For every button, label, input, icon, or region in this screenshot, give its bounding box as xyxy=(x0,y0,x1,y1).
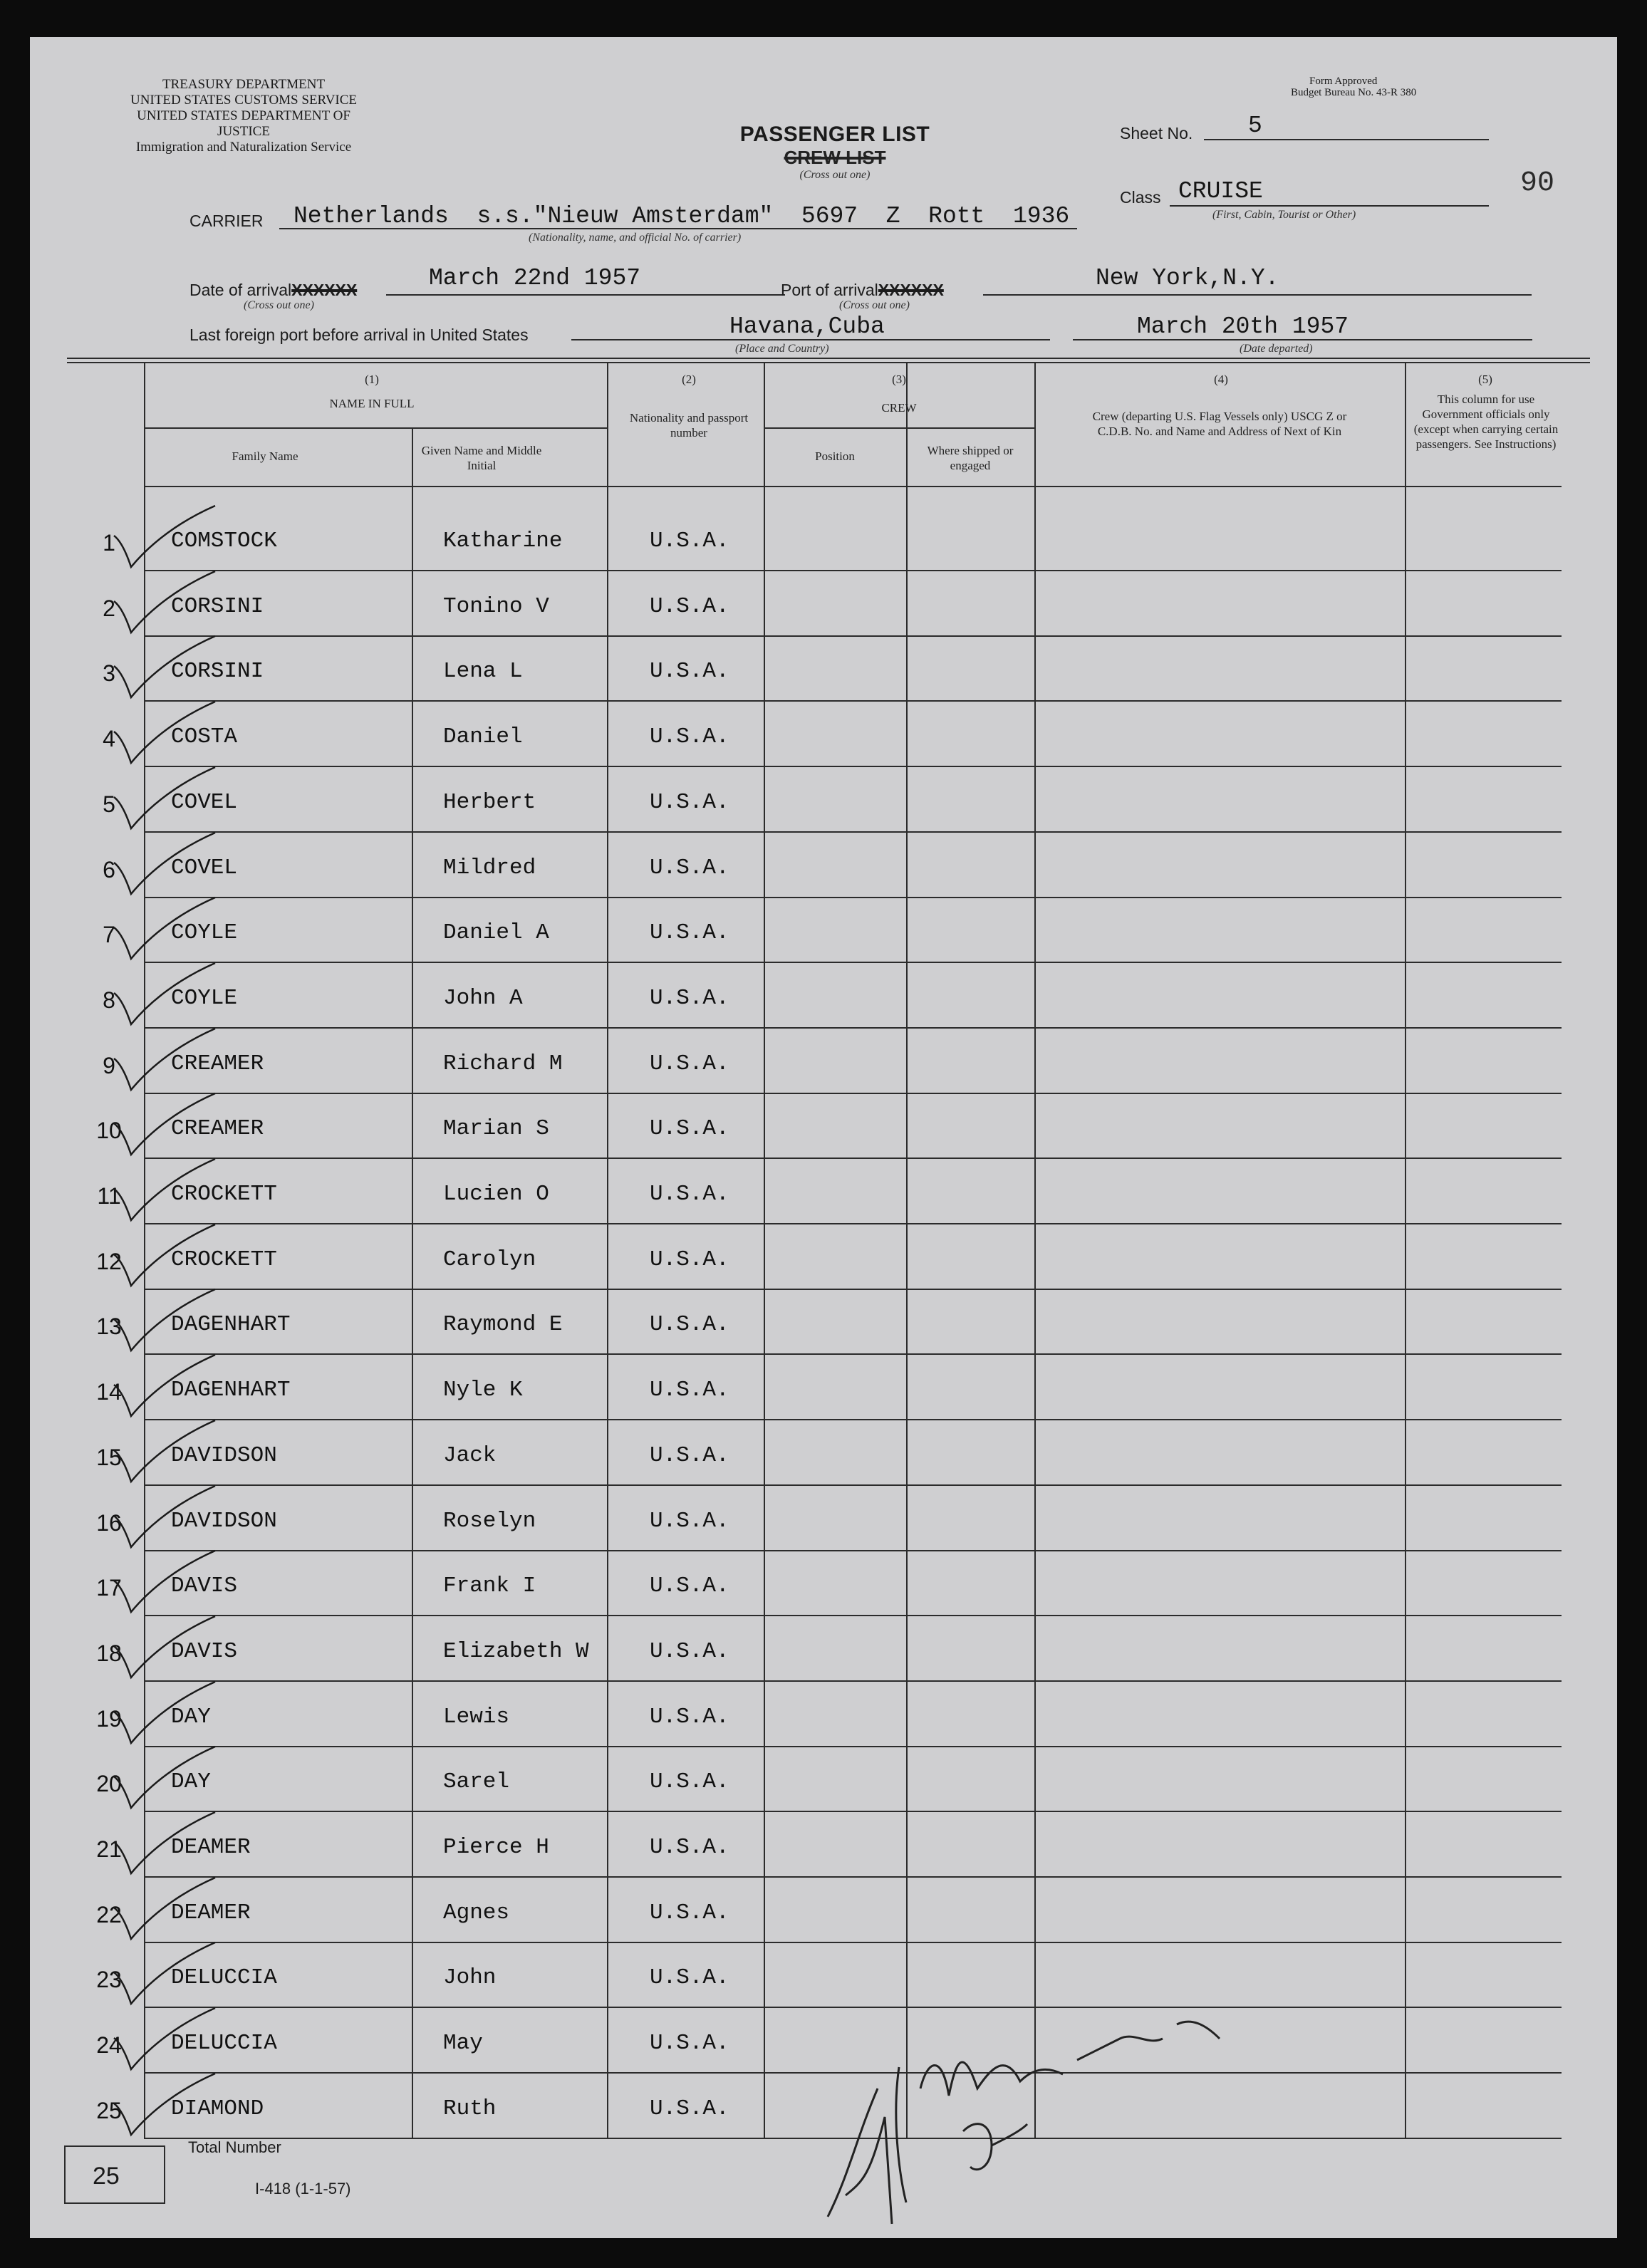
row-rule xyxy=(144,1680,1562,1682)
given-name-cell: Carolyn xyxy=(443,1247,536,1272)
sheet-label: Sheet No. xyxy=(1120,124,1193,142)
arrival-date-label-text: Date of arrival xyxy=(189,281,292,299)
family-name-header: Family Name xyxy=(232,449,298,463)
family-name-cell: DELUCCIA xyxy=(171,2031,277,2056)
row-number: 13 xyxy=(96,1314,122,1340)
nationality-cell: U.S.A. xyxy=(650,855,729,880)
where-shipped-header: Where shipped or engaged xyxy=(927,444,1014,472)
last-port-value: Havana,Cuba xyxy=(729,313,885,340)
family-name-cell: COSTA xyxy=(171,724,238,750)
row-rule xyxy=(144,1158,1562,1159)
row-rule xyxy=(144,1550,1562,1551)
document-page xyxy=(30,37,1617,2238)
family-name-cell: DAVIDSON xyxy=(171,1508,277,1534)
nationality-cell: U.S.A. xyxy=(650,1704,729,1729)
agency-line-2: UNITED STATES CUSTOMS SERVICE xyxy=(130,93,358,108)
row-rule xyxy=(144,1093,1562,1094)
total-label: Total Number xyxy=(188,2138,281,2156)
given-name-cell: Katharine xyxy=(443,529,563,553)
row-rule xyxy=(144,700,1562,702)
col-where-border xyxy=(906,362,908,2138)
departed-date-hint: (Date departed) xyxy=(1240,343,1313,355)
arrival-port-label xyxy=(781,281,944,300)
nationality-cell: U.S.A. xyxy=(650,1378,729,1403)
given-name-cell: May xyxy=(443,2031,483,2056)
given-name-cell: Mildred xyxy=(443,855,536,880)
departed-date-value: March 20th 1957 xyxy=(1137,313,1349,340)
family-name-cell: DAY xyxy=(171,1704,211,1729)
nationality-cell: U.S.A. xyxy=(650,1573,729,1599)
row-number: 25 xyxy=(96,2097,122,2123)
family-name-cell: DAGENHART xyxy=(171,1312,291,1338)
position-header: Position xyxy=(815,449,855,463)
title-block xyxy=(700,123,970,182)
given-name-cell: Nyle K xyxy=(443,1378,523,1403)
given-name-cell: Ruth xyxy=(443,2096,497,2121)
header-rule-bottom xyxy=(67,362,1590,363)
family-name-cell: CREAMER xyxy=(171,1051,264,1076)
col5-number: (5) xyxy=(1478,373,1492,386)
class-value: CRUISE xyxy=(1178,178,1263,204)
nationality-cell: U.S.A. xyxy=(650,1312,729,1338)
family-name-cell: DIAMOND xyxy=(171,2096,264,2121)
family-name-cell: COYLE xyxy=(171,920,238,946)
nationality-cell: U.S.A. xyxy=(650,985,729,1011)
given-name-cell: Jack xyxy=(443,1442,497,1468)
col1-title: NAME IN FULL xyxy=(329,397,415,410)
family-name-cell: DEAMER xyxy=(171,1900,251,1925)
col-nationality-border xyxy=(607,362,608,2138)
row-number: 17 xyxy=(96,1575,122,1601)
row-number: 5 xyxy=(103,791,115,817)
arrival-port-hint: (Cross out one) xyxy=(839,299,910,311)
family-name-cell: CROCKETT xyxy=(171,1182,277,1207)
nationality-cell: U.S.A. xyxy=(650,920,729,946)
given-name-cell: Elizabeth W xyxy=(443,1638,589,1664)
form-approval xyxy=(1291,76,1497,98)
family-name-cell: CROCKETT xyxy=(171,1247,277,1272)
nationality-cell: U.S.A. xyxy=(650,1835,729,1860)
carrier-underline xyxy=(279,228,1077,229)
col4-number: (4) xyxy=(1214,373,1228,386)
given-name-header: Given Name and Middle Initial xyxy=(421,444,542,472)
family-name-cell: DAVIDSON xyxy=(171,1442,277,1468)
page-title: PASSENGER LIST xyxy=(739,123,930,146)
row-number: 19 xyxy=(96,1705,122,1732)
nationality-cell: U.S.A. xyxy=(650,593,729,619)
nationality-cell: U.S.A. xyxy=(650,1051,729,1076)
row-number: 18 xyxy=(96,1640,122,1666)
family-name-cell: CORSINI xyxy=(171,659,264,685)
row-number: 12 xyxy=(96,1248,122,1274)
row-number: 3 xyxy=(103,660,115,687)
given-name-cell: Agnes xyxy=(443,1900,510,1925)
nationality-cell: U.S.A. xyxy=(650,1508,729,1534)
family-name-cell: DAGENHART xyxy=(171,1378,291,1403)
carrier-value: Netherlands s.s."Nieuw Amsterdam" 5697 Z Rott 1936 xyxy=(293,203,1070,229)
header-bottom-rule xyxy=(144,486,1562,487)
row-number: 4 xyxy=(103,726,115,752)
row-rule xyxy=(144,1811,1562,1812)
family-name-cell: COVEL xyxy=(171,855,238,880)
given-name-cell: Herbert xyxy=(443,789,536,815)
last-port-underline xyxy=(571,339,1050,340)
row-rule xyxy=(144,831,1562,833)
col3-title: CREW xyxy=(881,401,917,415)
class-underline xyxy=(1170,205,1489,207)
family-name-cell: CORSINI xyxy=(171,593,264,619)
col-kin-border xyxy=(1034,362,1036,2138)
col1-number: (1) xyxy=(365,373,379,386)
family-name-cell: DAVIS xyxy=(171,1638,238,1664)
nationality-cell: U.S.A. xyxy=(650,1247,729,1272)
crew-subheader-rule xyxy=(764,427,1034,429)
row-number: 9 xyxy=(103,1052,115,1078)
last-port-label: Last foreign port before arrival in United States xyxy=(189,326,529,344)
row-number: 1 xyxy=(103,530,115,556)
row-number: 21 xyxy=(96,1836,122,1862)
family-name-cell: DEAMER xyxy=(171,1835,251,1860)
header-rule-top xyxy=(67,358,1590,359)
given-name-cell: Pierce H xyxy=(443,1835,549,1860)
given-name-cell: Marian S xyxy=(443,1116,549,1142)
agency-line-4: Immigration and Naturalization Service xyxy=(135,140,352,155)
crossed-title: CREW LIST xyxy=(784,147,886,168)
nationality-cell: U.S.A. xyxy=(650,2031,729,2056)
row-rule xyxy=(144,570,1562,571)
agency-block xyxy=(130,77,358,155)
nationality-cell: U.S.A. xyxy=(650,1442,729,1468)
page-mark: 90 xyxy=(1520,167,1555,199)
sheet-value: 5 xyxy=(1248,113,1262,139)
row-rule xyxy=(144,1746,1562,1747)
row-number: 10 xyxy=(96,1118,122,1144)
nationality-cell: U.S.A. xyxy=(650,1116,729,1142)
nationality-cell: U.S.A. xyxy=(650,659,729,685)
nationality-cell: U.S.A. xyxy=(650,1182,729,1207)
nationality-cell: U.S.A. xyxy=(650,529,729,553)
class-hint: (First, Cabin, Tourist or Other) xyxy=(1212,209,1356,221)
row-rule xyxy=(144,1615,1562,1616)
family-name-cell: DELUCCIA xyxy=(171,1965,277,1991)
col2-number: (2) xyxy=(682,373,696,386)
row-number: 7 xyxy=(103,922,115,948)
row-rule xyxy=(144,1419,1562,1420)
row-rule xyxy=(144,1223,1562,1224)
nationality-cell: U.S.A. xyxy=(650,1638,729,1664)
given-name-cell: Daniel A xyxy=(443,920,549,946)
col3-number: (3) xyxy=(892,373,906,386)
given-name-cell: Lena L xyxy=(443,659,523,685)
total-box xyxy=(64,2145,165,2204)
arrival-date-label xyxy=(189,281,357,300)
row-number: 23 xyxy=(96,1967,122,1993)
family-name-cell: DAY xyxy=(171,1769,211,1795)
given-name-cell: Daniel xyxy=(443,724,523,750)
row-rule xyxy=(144,897,1562,898)
nationality-cell: U.S.A. xyxy=(650,2096,729,2121)
agency-line-3: UNITED STATES DEPARTMENT OF JUSTICE xyxy=(137,108,350,139)
row-rule xyxy=(144,1289,1562,1290)
row-rule xyxy=(144,1484,1562,1486)
given-name-cell: Roselyn xyxy=(443,1508,536,1534)
family-name-cell: DAVIS xyxy=(171,1573,238,1599)
col-given-border xyxy=(412,427,413,2138)
row-number: 16 xyxy=(96,1509,122,1536)
row-number: 6 xyxy=(103,856,115,883)
nationality-cell: U.S.A. xyxy=(650,1965,729,1991)
cross-out-note: (Cross out one) xyxy=(799,169,871,181)
arrival-port-crossed: XXXXXX xyxy=(878,281,944,299)
check-mark-icon xyxy=(108,2061,222,2139)
row-rule xyxy=(144,962,1562,963)
carrier-label: CARRIER xyxy=(189,212,264,230)
nationality-cell: U.S.A. xyxy=(650,789,729,815)
carrier-hint: (Nationality, name, and official No. of carrier) xyxy=(529,232,742,244)
given-name-cell: John A xyxy=(443,985,523,1011)
given-name-cell: Lucien O xyxy=(443,1182,549,1207)
nationality-cell: U.S.A. xyxy=(650,724,729,750)
row-number: 24 xyxy=(96,2032,122,2059)
signature xyxy=(778,1960,1234,2231)
row-number: 20 xyxy=(96,1771,122,1797)
family-name-cell: COYLE xyxy=(171,985,238,1011)
given-name-cell: Tonino V xyxy=(443,593,549,619)
given-name-cell: Raymond E xyxy=(443,1312,563,1338)
last-port-hint: (Place and Country) xyxy=(735,343,829,355)
form-approved: Form Approved xyxy=(1309,76,1378,87)
col4-title: Crew (departing U.S. Flag Vessels only) USCG Z or C.D.B. No. and Name and Address of Next of Kin xyxy=(1092,410,1347,438)
arrival-date-underline xyxy=(386,294,785,296)
given-name-cell: Sarel xyxy=(443,1769,510,1795)
col2-title: Nationality and passport number xyxy=(629,411,749,439)
arrival-port-underline xyxy=(983,294,1532,296)
budget-bureau: Budget Bureau No. 43-R 380 xyxy=(1291,87,1417,98)
given-name-cell: Lewis xyxy=(443,1704,510,1729)
row-rule xyxy=(144,1942,1562,1943)
arrival-port-label-text: Port of arrival xyxy=(781,281,878,299)
departed-date-underline xyxy=(1073,339,1532,340)
row-number: 8 xyxy=(103,987,115,1013)
family-name-cell: COMSTOCK xyxy=(171,529,277,553)
total-value: 25 xyxy=(93,2163,120,2190)
agency-line-1: TREASURY DEPARTMENT xyxy=(162,77,326,92)
col-crew-border xyxy=(764,362,765,2138)
row-rule xyxy=(144,1876,1562,1878)
arrival-date-crossed: XXXXXX xyxy=(291,281,358,299)
row-number: 11 xyxy=(97,1183,121,1209)
form-number: I-418 (1-1-57) xyxy=(255,2180,351,2197)
given-name-cell: Richard M xyxy=(443,1051,563,1076)
col-govt-border xyxy=(1405,362,1406,2138)
arrival-date-hint: (Cross out one) xyxy=(244,299,314,311)
family-name-cell: COVEL xyxy=(171,789,238,815)
row-rule xyxy=(144,635,1562,637)
row-number: 15 xyxy=(96,1444,122,1470)
row-number: 22 xyxy=(96,1901,122,1928)
given-name-cell: Frank I xyxy=(443,1573,536,1599)
col5-title: This column for use Government officials only (except when carrying certain passengers. See Instructions) xyxy=(1413,392,1559,451)
given-name-cell: John xyxy=(443,1965,497,1991)
class-label: Class xyxy=(1120,188,1161,207)
row-rule xyxy=(144,1027,1562,1029)
nationality-cell: U.S.A. xyxy=(650,1900,729,1925)
row-rule xyxy=(144,1353,1562,1355)
arrival-port-value: New York,N.Y. xyxy=(1096,265,1279,291)
nationality-cell: U.S.A. xyxy=(650,1769,729,1795)
sheet-underline xyxy=(1204,139,1489,140)
arrival-date-value: March 22nd 1957 xyxy=(429,265,641,291)
row-number: 14 xyxy=(96,1379,122,1405)
row-number: 2 xyxy=(103,595,115,621)
name-subheader-rule xyxy=(144,427,607,429)
family-name-cell: CREAMER xyxy=(171,1116,264,1142)
row-rule xyxy=(144,766,1562,767)
